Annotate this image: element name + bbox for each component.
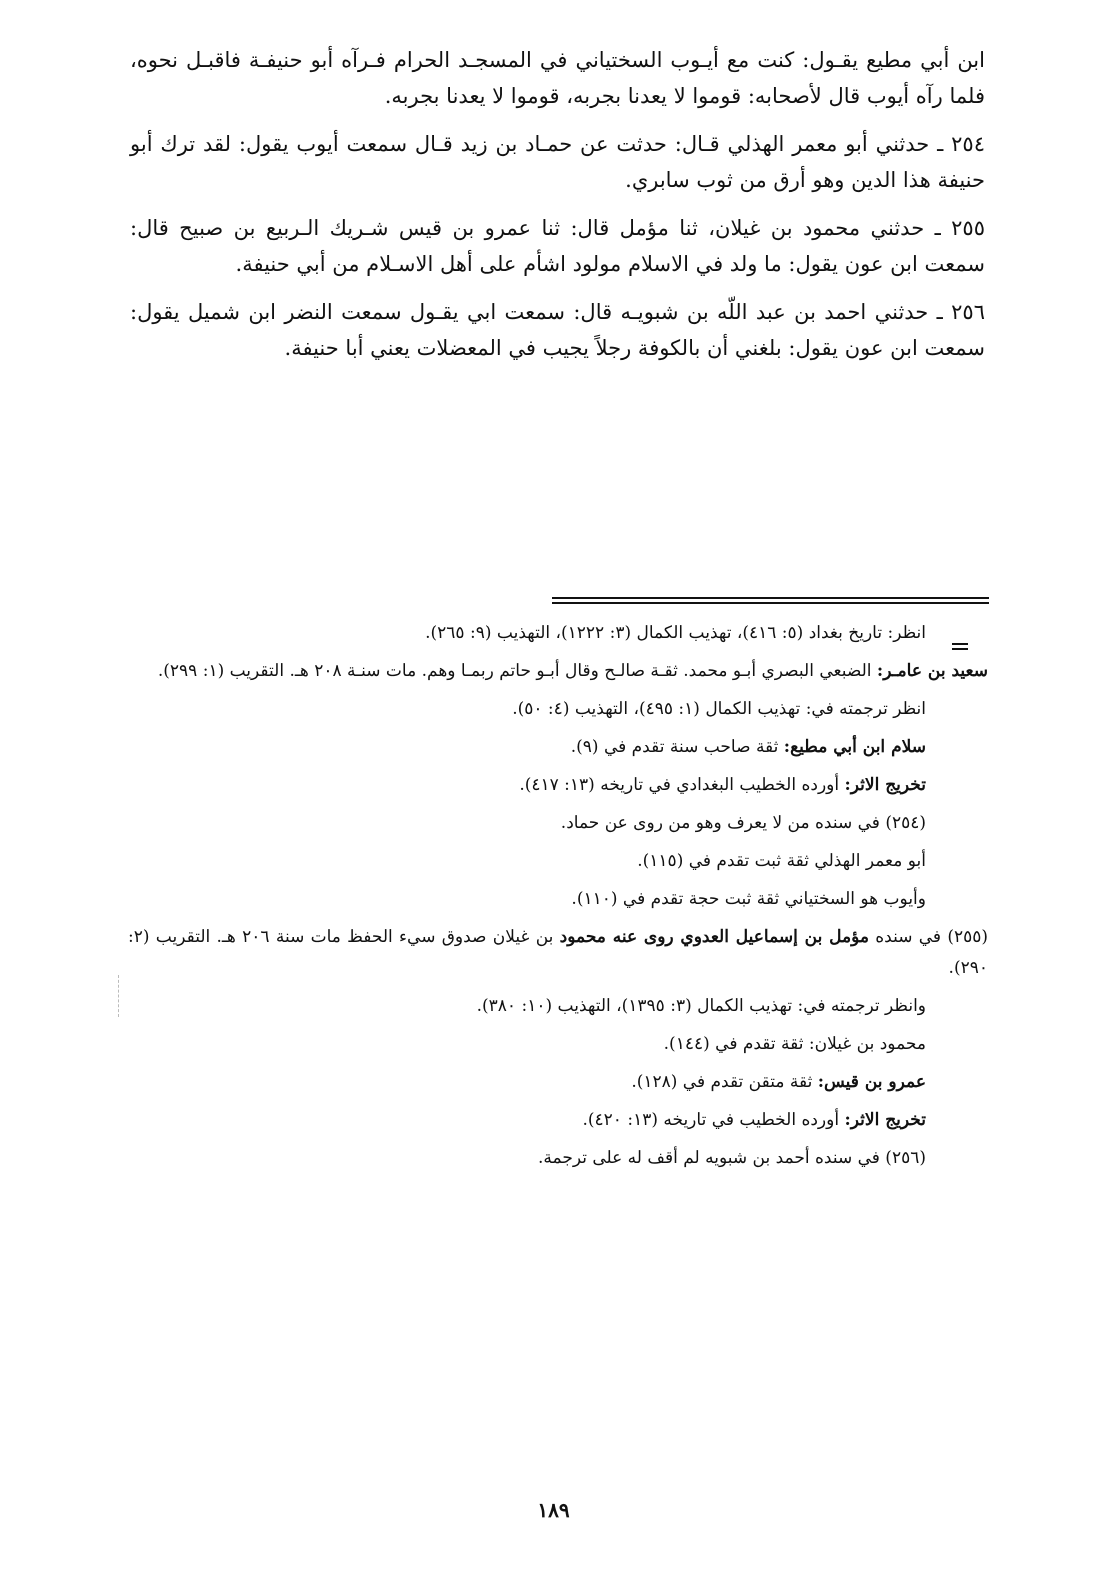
- footnote-line: (٢٥٥) في سنده مؤمل بن إسماعيل العدوي روى عنه محمود بن غيلان صدوق سيء الحفظ مات سنة ٢٠٦ هـ. التقريب (٢: ٢٩٠).: [128, 927, 989, 978]
- footnote-separator: [552, 597, 989, 604]
- footnote-line: محمود بن غيلان: ثقة تقدم في (١٤٤).: [663, 1034, 926, 1054]
- footnote-line: (٢٥٤) في سنده من لا يعرف وهو من روى عن حماد.: [560, 813, 926, 833]
- footnote-line: وأيوب هو السختياني ثقة ثبت حجة تقدم في (١١٠).: [571, 889, 926, 909]
- scan-artifact: [118, 975, 120, 1017]
- footnote-line: (٢٥٦) في سنده أحمد بن شبويه لم أقف له على ترجمة.: [537, 1148, 926, 1168]
- footnote-line: سلام ابن أبي مطيع: ثقة صاحب سنة تقدم في (٩).: [570, 737, 926, 757]
- footnote-line: تخريج الاثر: أورده الخطيب في تاريخه (١٣: ٤٢٠).: [582, 1110, 926, 1130]
- footnote-line: وانظر ترجمته في: تهذيب الكمال (٣: ١٣٩٥)، التهذيب (١٠: ٣٨٠).: [476, 996, 926, 1016]
- paragraph-254: ٢٥٤ ـ حدثني أبو معمر الهذلي قـال: حدثت عن حمـاد بن زيد قـال سمعت أيوب يقول: لقد ترك أبو حنيفة هذا الدين وهو أرق من ثوب سابري.: [130, 132, 985, 192]
- paragraph-255: ٢٥٥ ـ حدثني محمود بن غيلان، ثنا مؤمل قال: ثنا عمرو بن قيس شـريك الـربيع بن صبيح قال: سمعت ابن عون يقول: ما ولد في الاسلام مولود اشأم على أهل الاسـلام من أبي حنيفة.: [130, 216, 985, 276]
- footnote-line: عمرو بن قيس: ثقة متقن تقدم في (١٢٨).: [631, 1072, 926, 1092]
- footnote-line: تخريج الاثر: أورده الخطيب البغدادي في تاريخه (١٣: ٤١٧).: [519, 775, 926, 795]
- paragraph-256: ٢٥٦ ـ حدثني احمد بن عبد اللّه بن شبويـه قال: سمعت ابي يقـول سمعت النضر ابن شميل يقول: سمعت ابن عون يقول: بلغني أن بالكوفة رجلاً يجيب في المعضلات يعني أبا حنيفة.: [130, 300, 985, 360]
- footnote-line: سعيد بن عامـر: الضبعي البصري أبـو محمد. ثقـة صالـح وقال أبـو حاتم ربمـا وهم. مات سنـة ٢٠٨ هـ. التقريب (١: ٢٩٩).: [157, 661, 988, 681]
- footnote-line: أبو معمر الهذلي ثقة ثبت تقدم في (١١٥).: [637, 851, 926, 871]
- footnote-line: انظر ترجمته في: تهذيب الكمال (١: ٤٩٥)، التهذيب (٤: ٥٠).: [512, 699, 926, 719]
- page-number: ١٨٩: [537, 1498, 570, 1522]
- footnotes: [128, 618, 988, 1181]
- paragraph-intro: ابن أبي مطيع يقـول: كنت مع أيـوب السختياني في المسجـد الحرام فـرآه أبو حنيفـة فاقبـل نحوه، فلما رآه أيوب قال لأصحابه: قوموا لا يعدنا بجربه، قوموا لا يعدنا بجربه.: [130, 48, 985, 108]
- main-text: [130, 42, 985, 378]
- footnote-line: انظر: تاريخ بغداد (٥: ٤١٦)، تهذيب الكمال (٣: ١٢٢٢)، التهذيب (٩: ٢٦٥).: [425, 623, 926, 643]
